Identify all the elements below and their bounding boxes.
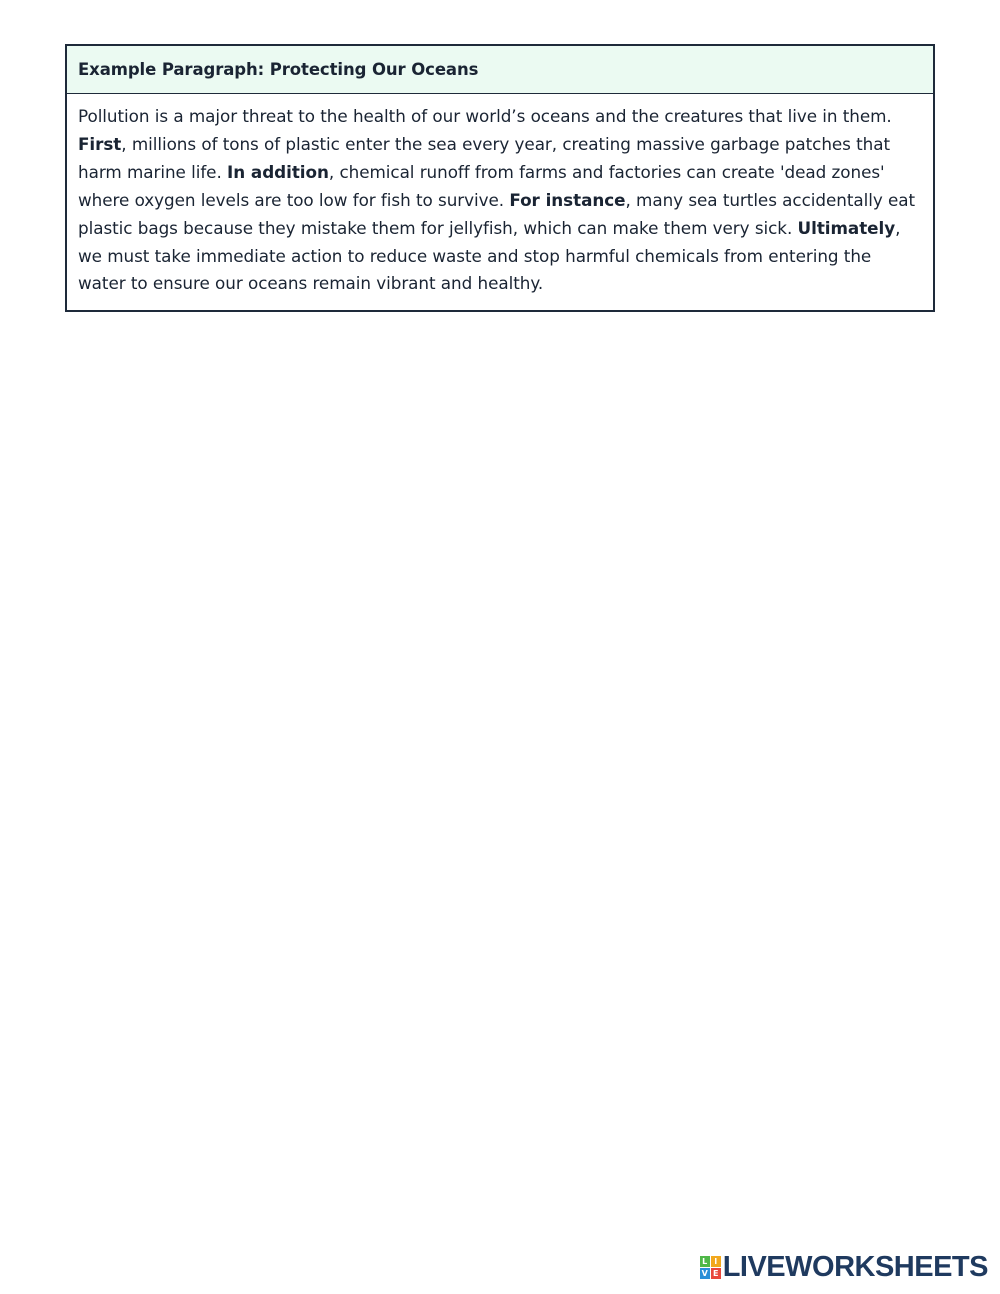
logo-mark-letter: V xyxy=(701,1268,708,1278)
liveworksheets-logo xyxy=(700,1253,988,1282)
paragraph-segment: , many sea turtles accidentally eat plastic bags because they mistake them for jellyfish, which can make them very sick. xyxy=(78,189,916,238)
logo-mark-icon xyxy=(700,1256,721,1279)
paragraph-segment: , we must take immediate action to reduce waste and stop harmful chemicals from entering the water to ensure our oceans remain vibrant and healthy. xyxy=(78,217,901,294)
card-paragraph xyxy=(67,94,933,310)
paragraph-segment: , chemical runoff from farms and factories can create 'dead zones' where oxygen levels are too low for fish to survive. xyxy=(78,161,885,210)
logo-mark-letter: L xyxy=(700,1256,710,1267)
paragraph-segment: Pollution is a major threat to the health of our world’s oceans and the creatures that live in them. xyxy=(78,106,892,126)
transition-word-first: First xyxy=(78,133,122,154)
card-title: Example Paragraph: Protecting Our Oceans xyxy=(67,46,933,94)
transition-word-in-addition: In addition xyxy=(227,161,329,182)
logo-mark-letter: E xyxy=(711,1268,721,1279)
transition-word-ultimately: Ultimately xyxy=(797,217,896,238)
logo-wordmark: LIVEWORKSHEETS xyxy=(722,1251,988,1283)
logo-mark-letter: I xyxy=(711,1256,721,1267)
example-paragraph-card xyxy=(65,44,935,312)
transition-word-for-instance: For instance xyxy=(509,189,626,210)
paragraph-segment: , millions of tons of plastic enter the sea every year, creating massive garbage patches that harm marine life. xyxy=(78,133,891,182)
